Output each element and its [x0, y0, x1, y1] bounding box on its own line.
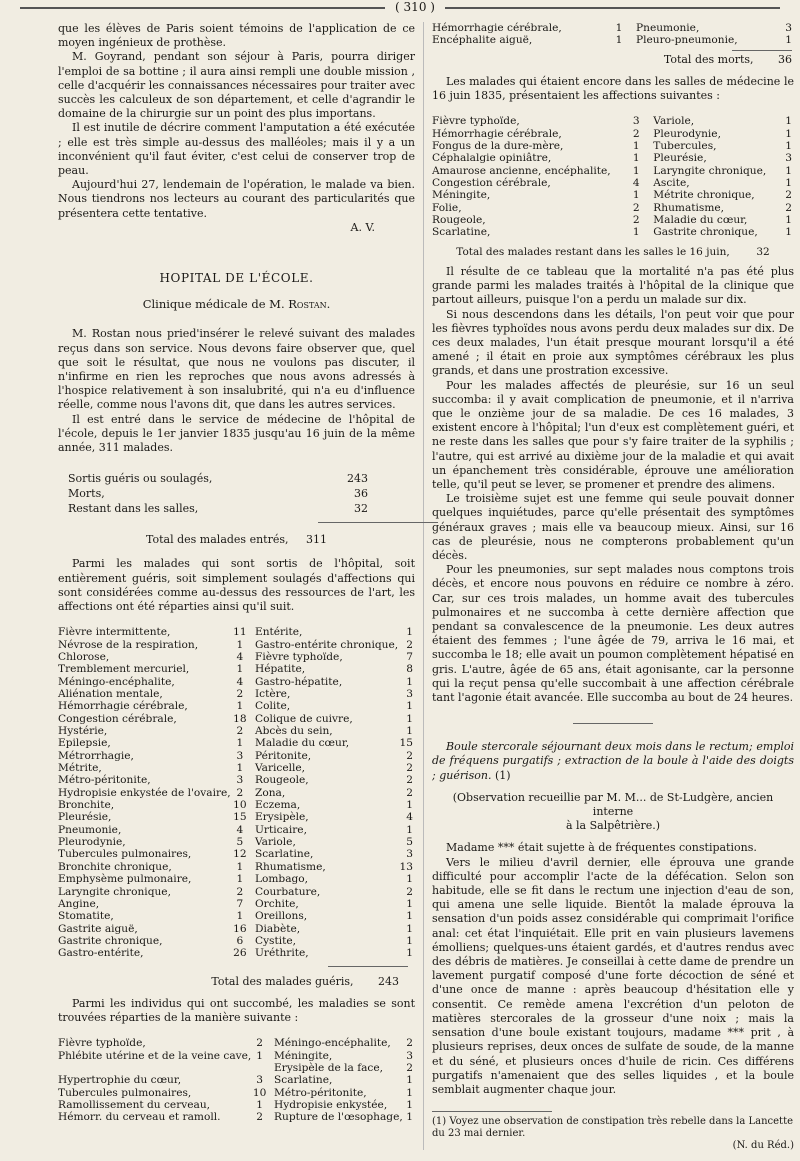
- case-count: 1: [406, 1111, 413, 1124]
- case-count: 2: [406, 638, 413, 651]
- case-count: 1: [236, 663, 244, 676]
- signature: A. V.: [350, 220, 375, 234]
- case-count: 26: [233, 947, 247, 960]
- case-count: 2: [406, 774, 413, 787]
- disease-name: Congestion cérébrale,: [432, 177, 551, 190]
- case-count: 1: [785, 214, 792, 227]
- disease-name: Hydropisie enkystée de l'ovaire,: [58, 786, 231, 799]
- disease-name: Névrose de la respiration,: [58, 638, 199, 651]
- disease-name: Fièvre intermittente,: [58, 626, 171, 639]
- disease-name: Aliénation mentale,: [58, 688, 163, 701]
- case-count: 4: [406, 811, 413, 824]
- disease-name: Métrite chronique,: [653, 189, 755, 202]
- table-row: [58, 700, 415, 712]
- case-count: 2: [406, 786, 413, 799]
- subheading-text: Clinique médicale de M.: [142, 297, 289, 312]
- disease-name: Pneumonie,: [58, 823, 122, 836]
- disease-name: Métrorrhagie,: [58, 749, 134, 762]
- case-count: 1: [406, 897, 413, 910]
- disease-name: Rhumatisme,: [254, 860, 326, 873]
- case-count: 2: [785, 201, 792, 214]
- disease-name: Pleurésie,: [58, 811, 112, 824]
- table-row: [58, 762, 415, 774]
- disease-name: Bronchite,: [58, 799, 115, 812]
- case-count: 3: [632, 115, 640, 128]
- page-header: [0, 0, 800, 16]
- table-row: [58, 1099, 415, 1111]
- paragraph: Il est entré dans le service de médecine de l'hôpital de l'école, depuis le 1er janvier 1835 jusqu'au 16 juin de la même année, 311 malades.: [58, 412, 415, 455]
- table-row: [58, 639, 415, 651]
- disease-name: Phlébite utérine et de la veine cave,: [58, 1049, 252, 1062]
- table-row: [58, 725, 415, 737]
- disease-name: Hémorrhagie cérébrale,: [432, 127, 562, 140]
- left-column: [58, 22, 415, 1124]
- case-count: 15: [233, 811, 247, 824]
- disease-name: Hydropisie enkystée,: [274, 1098, 388, 1111]
- disease-name: [58, 1062, 251, 1074]
- disease-name: Rupture de l'œsophage,: [274, 1111, 403, 1124]
- stat-row: Sortis guéris ou soulagés, 243: [68, 472, 368, 486]
- case-count: 1: [785, 34, 792, 47]
- case-count: 1: [406, 712, 413, 725]
- case-count: 10: [252, 1086, 267, 1099]
- paragraph: Les malades qui étaient encore dans les salles de médecine le 16 juin 1835, présentaient les affections suivantes :: [432, 74, 794, 103]
- case-count: 1: [785, 127, 792, 140]
- table-row: [58, 774, 415, 786]
- case-count: 1: [236, 762, 244, 775]
- disease-name: Colite,: [254, 700, 291, 713]
- remaining-table: [432, 115, 794, 238]
- case-count: 18: [233, 712, 247, 725]
- stat-row: Morts, 36: [68, 487, 368, 501]
- case-count: 3: [785, 152, 792, 165]
- disease-name: Angine,: [58, 897, 100, 910]
- case-count: 10: [233, 799, 247, 812]
- case-count: 1: [406, 947, 413, 960]
- table-row: [58, 799, 415, 811]
- disease-name: Maladie du cœur,: [653, 214, 748, 227]
- table-row: [58, 923, 415, 935]
- paragraph: Aujourd'hui 27, lendemain de l'opération, le malade va bien. Nous tiendrons nos lecteurs au courant des particularités que présentera cette tentative.: [58, 178, 415, 220]
- disease-name: Lombago,: [254, 873, 309, 886]
- case-count: 1: [256, 1098, 264, 1111]
- table-row: [432, 202, 794, 214]
- disease-name: Congestion cérébrale,: [58, 712, 177, 725]
- case-count: 1: [406, 675, 413, 688]
- case-count: 1: [406, 1098, 413, 1111]
- case-count: 16: [233, 922, 247, 935]
- disease-name: Scarlatine,: [254, 848, 314, 861]
- disease-name: Diabète,: [254, 922, 301, 935]
- table-row: [432, 34, 794, 46]
- case-count: 1: [785, 177, 792, 190]
- case-count: 4: [236, 650, 244, 663]
- paragraph: Pour les pneumonies, sur sept malades nous comptons trois décès, et encore nous pouvons en réduire ce nombre à zéro. Car, sur ces trois malades, un homme avait des tubercules pulmonaires et ne succomba à cette dernière affection que pendant sa convalescence de la pneumonie. Les deux autres étaient des femmes ; l'une âgée de 79, arriva le 16 mai, et succomba le 18; elle avait un poumon complètement hépatisé en gris. L'autre, âgée de 65 ans, était agonisante, car la personne qui la reçut pensa qu'elle succombait à une affection cérébrale tant l'agonie était avancée. Elle succomba au bout de 24 heures.: [432, 563, 794, 705]
- case-count: 2: [256, 1111, 264, 1124]
- table-row: [58, 651, 415, 663]
- table-row: [432, 177, 794, 189]
- table-row: [58, 1037, 415, 1049]
- case-count: 1: [236, 737, 244, 750]
- case-count: 1: [406, 910, 413, 923]
- case-count: 2: [236, 688, 244, 701]
- disease-name: Oreillons,: [254, 910, 308, 923]
- total-rule: [732, 50, 792, 51]
- case-count: 1: [632, 152, 640, 165]
- table-row: [58, 935, 415, 947]
- total-rule: [318, 522, 438, 523]
- disease-name: Gastro-hépatite,: [254, 675, 343, 688]
- case-count: 3: [406, 848, 413, 861]
- case-count: 8: [406, 663, 413, 676]
- paragraph: M. Goyrand, pendant son séjour à Paris, pourra diriger l'emploi de sa bottine ; il aura ainsi rempli une double mission , celle d'acquérir les connaissances nécessaires pour traiter avec succès les calculeux de son département, et celle d'agrandir le domaine de la chirurgie sur un point des plus importans.: [58, 50, 415, 121]
- disease-name: Tubercules pulmonaires,: [58, 848, 192, 861]
- disease-name: Métro-péritonite,: [274, 1086, 367, 1099]
- case-count: 1: [632, 226, 640, 239]
- disease-name: Méningite,: [274, 1049, 333, 1062]
- disease-name: Erysipèle,: [254, 811, 309, 824]
- disease-name: Fièvre typhoïde,: [254, 650, 343, 663]
- column-divider: [423, 22, 424, 1150]
- table-row: [58, 713, 415, 725]
- case-count: 2: [406, 1061, 413, 1074]
- disease-name: Méningo-encéphalite,: [274, 1037, 391, 1050]
- case-count: [251, 1062, 268, 1074]
- case-count: 2: [236, 725, 244, 738]
- paragraph: Vers le milieu d'avril dernier, elle éprouva une grande difficulté pour accomplir l'acte de la défécation. Selon son habitude, elle se fit dans le rectum une injection d'eau de son, qui amena une selle liquide. Bientôt la malade éprouva la sensation d'un poids assez considérable qui comprimait l'orifice anal: cet état l'inquiétait. Elle prit en vain plusieurs lavemens émolliens; quelques-uns étaient gardés, et d'autres rendus avec des débris de matières. Je conseillai à cette dame de prendre un lavement purgatif composé d'une forte décoction de séné et d'une once de manne : après beaucoup d'hésitation elle y consentit. Ce remède amena l'excrétion d'un peloton de matières stercorales de la grosseur d'une noix ; mais la sensation d'une boule existant toujours, madame *** prit , à plusieurs reprises, deux onces de sulfate de soude, de la manne et du séné, et plusieurs onces d'huile de ricin. Ces différens purgatifs n'amenaient que des selles liquides , et la boule semblait augmenter chaque jour.: [432, 855, 794, 1096]
- total-cured: Total des malades guéris, 243: [211, 974, 399, 988]
- case-count: 1: [615, 22, 623, 34]
- section-heading: HOPITAL DE L'ÉCOLE.: [159, 271, 314, 286]
- case-count: 13: [399, 860, 413, 873]
- disease-name: Ascite,: [653, 177, 690, 190]
- paragraph: Parmi les malades qui sont sortis de l'hôpital, soit entièrement guéris, soit simplement soulagés d'affections qui sont considérées comme au-dessus des ressources de l'art, les affections ont été réparties ainsi qu'il suit.: [58, 557, 415, 614]
- case-count: 1: [406, 725, 413, 738]
- case-count: 1: [236, 860, 244, 873]
- case-count: 5: [406, 836, 413, 849]
- paragraph: M. Rostan nous pried'insérer le relevé suivant des malades reçus dans son service. Nous devons faire observer que, quel que soit le résultat, que nous ne voulons pas discuter, il n'infirme en rien les reproches que nous avons adressés à l'hospice relativement à son insalubrité, qui n'a eu d'influence réelle, comme nous l'avons dit, que dans les autres services.: [58, 327, 415, 412]
- disease-name: Scarlatine,: [274, 1074, 333, 1087]
- case-count: 12: [233, 848, 247, 861]
- table-row: [58, 1062, 415, 1074]
- disease-name: Céphalalgie opiniâtre,: [432, 152, 552, 165]
- case-count: 1: [406, 626, 413, 639]
- disease-name: Abcès du sein,: [254, 725, 333, 738]
- case-count: 2: [406, 1037, 413, 1050]
- disease-name: Ictère,: [254, 688, 291, 701]
- case-count: 2: [785, 189, 792, 202]
- disease-name: Encéphalite aiguë,: [432, 34, 533, 47]
- case-count: 7: [406, 650, 413, 663]
- total-remaining: Total des malades restant dans les salles le 16 juin, 32: [456, 245, 770, 258]
- disease-name: Pleuro-pneumonie,: [636, 34, 738, 47]
- case-count: 3: [256, 1074, 264, 1087]
- footnote: (1) Voyez une observation de constipation très rebelle dans la Lancette du 23 mai dernier. (N. du Réd.): [432, 1116, 794, 1152]
- section-rule: [573, 723, 653, 724]
- disease-name: Courbature,: [254, 885, 321, 898]
- disease-name: Pleurodynie,: [58, 836, 126, 849]
- paragraph: Parmi les individus qui ont succombé, les maladies se sont trouvées réparties de la manière suivante :: [58, 996, 415, 1024]
- disease-name: Hypertrophie du cœur,: [58, 1074, 182, 1087]
- paragraph: Il est inutile de décrire comment l'amputation a été exécutée ; elle est très simple au-dessus des malléoles; mais il y a un inconvénient qu'il faut éviter, c'est celui de conserver trop de peau.: [58, 121, 415, 178]
- disease-name: Stomatite,: [58, 910, 114, 923]
- table-row: [432, 189, 794, 201]
- case-count: 1: [785, 226, 792, 239]
- table-row: [58, 848, 415, 860]
- paragraph: Le troisième sujet est une femme qui seule pouvait donner quelques inquiétudes, parce qu'elle présentait des symptômes généraux graves ; mais elle va beaucoup mieux. Ainsi, sur 16 cas de pleurésie, nous ne compterons probablement qu'un décès.: [432, 492, 794, 562]
- table-row: [58, 737, 415, 749]
- disease-name: Gastrite chronique,: [58, 934, 163, 947]
- section-subheading: [58, 297, 415, 311]
- case-count: 4: [236, 675, 244, 688]
- table-row: [58, 1087, 415, 1099]
- footnote-rule: [432, 1111, 552, 1112]
- observation-credit: (Observation recueillie par M. M... de St-Ludgère, ancien interne à la Salpêtrière.): [452, 790, 774, 833]
- disease-name: Bronchite chronique,: [58, 860, 172, 873]
- case-count: 1: [632, 189, 640, 202]
- table-row: [58, 676, 415, 688]
- case-count: 1: [406, 1074, 413, 1087]
- case-count: 15: [399, 737, 413, 750]
- article-title: Boule stercorale séjournant deux mois dans le rectum; emploi de fréquens purgatifs ; extraction de la boule à l'aide des doigts ; guérison. (1): [432, 740, 794, 782]
- disease-name: Pleurésie,: [653, 152, 707, 165]
- case-count: 3: [236, 774, 244, 787]
- table-row: [58, 873, 415, 885]
- case-count: 4: [632, 177, 640, 190]
- case-count: 1: [406, 922, 413, 935]
- disease-name: Uréthrite,: [254, 947, 309, 960]
- disease-name: Gastrite chronique,: [653, 226, 758, 239]
- disease-name: Méningite,: [432, 189, 491, 202]
- disease-name: Orchite,: [254, 897, 299, 910]
- table-row: [58, 663, 415, 675]
- case-count: 2: [236, 885, 244, 898]
- case-count: 1: [236, 873, 244, 886]
- case-count: 1: [632, 139, 640, 152]
- disease-name: Colique de cuivre,: [254, 712, 353, 725]
- disease-name: Rougeole,: [432, 214, 486, 227]
- total-rule: [328, 966, 408, 967]
- table-row: [432, 140, 794, 152]
- table-row: [58, 1050, 415, 1062]
- page-number: ( 310 ): [385, 0, 445, 14]
- disease-name: Rhumatisme,: [653, 201, 725, 214]
- case-count: 11: [233, 626, 247, 639]
- table-row: [58, 750, 415, 762]
- disease-name: Fièvre typhoïde,: [432, 115, 520, 128]
- cured-table: [58, 626, 415, 959]
- disease-name: Eczema,: [254, 799, 301, 812]
- disease-name: Fongus de la dure-mère,: [432, 139, 564, 152]
- disease-name: Hémorrhagie cérébrale,: [432, 22, 562, 34]
- disease-name: Emphysème pulmonaire,: [58, 873, 192, 886]
- case-count: 1: [406, 799, 413, 812]
- table-row: [58, 898, 415, 910]
- disease-name: Tubercules,: [653, 139, 717, 152]
- table-row: [58, 811, 415, 823]
- table-row: [58, 910, 415, 922]
- table-row: [432, 165, 794, 177]
- disease-name: Variole,: [254, 836, 296, 849]
- table-row: [58, 1074, 415, 1086]
- disease-name: Pneumonie,: [636, 22, 700, 34]
- case-count: 2: [256, 1037, 264, 1050]
- table-row: [432, 115, 794, 127]
- disease-name: Maladie du cœur,: [254, 737, 350, 750]
- case-count: 5: [236, 836, 244, 849]
- case-count: 2: [632, 201, 640, 214]
- case-count: 1: [406, 1086, 413, 1099]
- right-column: [432, 22, 794, 1152]
- case-count: 3: [406, 688, 413, 701]
- deaths-table: [58, 1037, 415, 1123]
- disease-name: Laryngite chronique,: [58, 885, 171, 898]
- paragraph: Il résulte de ce tableau que la mortalité n'a pas été plus grande parmi les malades traités à l'hôpital de la clinique que partout ailleurs, puisque l'on a perdu un malade sur dix.: [432, 264, 794, 307]
- paragraph: Si nous descendons dans les détails, l'on peut voir que pour les fièvres typhoïdes nous avons perdu deux malades sur dix. De ces deux malades, l'un était presque mourant lorsqu'il a été amené ; il était en proie aux symptômes cérébraux les plus grands, et dans une prostration excessive.: [432, 307, 794, 378]
- disease-name: Epilepsie,: [58, 737, 111, 750]
- disease-name: Zona,: [254, 786, 286, 799]
- table-row: [58, 886, 415, 898]
- table-row: [58, 626, 415, 638]
- disease-name: Méningo-encéphalite,: [58, 675, 175, 688]
- case-count: 1: [632, 164, 640, 177]
- table-row: [432, 128, 794, 140]
- table-row: [58, 947, 415, 959]
- disease-name: Hystérie,: [58, 725, 108, 738]
- case-count: 1: [236, 910, 244, 923]
- table-row: [432, 22, 794, 34]
- table-row: [432, 226, 794, 238]
- disease-name: Fièvre typhoïde,: [58, 1037, 146, 1050]
- disease-name: Entérite,: [254, 626, 303, 639]
- table-row: [58, 861, 415, 873]
- stat-row: Restant dans les salles, 32: [68, 502, 368, 516]
- case-count: 1: [406, 934, 413, 947]
- disease-name: Laryngite chronique,: [653, 164, 767, 177]
- case-count: 3: [406, 1049, 413, 1062]
- disease-name: Métrite,: [58, 762, 102, 775]
- disease-name: Chlorose,: [58, 650, 110, 663]
- case-count: 2: [406, 762, 413, 775]
- disease-name: Hépatite,: [254, 663, 306, 676]
- paragraph: que les élèves de Paris soient témoins de l'application de ce moyen ingénieux de prothèse.: [58, 22, 415, 50]
- table-row: [58, 824, 415, 836]
- case-count: 1: [615, 34, 623, 47]
- disease-name: Amaurose ancienne, encéphalite,: [432, 164, 611, 177]
- disease-name: Péritonite,: [254, 749, 312, 762]
- disease-name: Pleurodynie,: [653, 127, 721, 140]
- deaths-table-continued: [432, 22, 794, 47]
- case-count: 2: [632, 214, 640, 227]
- case-count: 3: [236, 749, 244, 762]
- disease-name: Rougeole,: [254, 774, 309, 787]
- case-count: 1: [406, 700, 413, 713]
- paragraph: Madame *** était sujette à de fréquentes constipations.: [446, 841, 757, 855]
- case-count: 1: [256, 1049, 264, 1062]
- table-row: [58, 1111, 415, 1123]
- disease-name: Métro-péritonite,: [58, 774, 151, 787]
- stats-list: [68, 471, 368, 516]
- case-count: 3: [785, 22, 792, 34]
- case-count: 1: [236, 638, 244, 651]
- case-count: 1: [785, 139, 792, 152]
- case-count: 4: [236, 823, 244, 836]
- case-count: 2: [236, 786, 244, 799]
- disease-name: Cystite,: [254, 934, 297, 947]
- disease-name: Gastrite aiguë,: [58, 922, 138, 935]
- disease-name: Varicelle,: [254, 762, 306, 775]
- disease-name: Variole,: [653, 115, 695, 128]
- case-count: 7: [236, 897, 244, 910]
- table-row: [58, 688, 415, 700]
- case-count: 2: [406, 749, 413, 762]
- disease-name: Urticaire,: [254, 823, 307, 836]
- case-count: 1: [785, 164, 792, 177]
- case-count: 1: [785, 115, 792, 128]
- table-row: [58, 836, 415, 848]
- disease-name: Tubercules pulmonaires,: [58, 1086, 192, 1099]
- total-entered: Total des malades entrés, 311: [146, 533, 327, 547]
- case-count: 2: [632, 127, 640, 140]
- disease-name: Tremblement mercuriel,: [58, 663, 190, 676]
- disease-name: Gastro-entérite chronique,: [254, 638, 399, 651]
- case-count: 1: [406, 873, 413, 886]
- subheading-name: Rostan.: [288, 297, 331, 312]
- disease-name: Erysipèle de la face,: [274, 1061, 383, 1074]
- case-count: 1: [236, 700, 244, 713]
- table-row: [432, 152, 794, 164]
- case-count: 6: [236, 934, 244, 947]
- disease-name: Gastro-entérite,: [58, 947, 144, 960]
- disease-name: Hémorr. du cerveau et ramoll.: [58, 1111, 221, 1124]
- disease-name: Scarlatine,: [432, 226, 491, 239]
- total-deaths: Total des morts, 36: [663, 52, 792, 66]
- disease-name: Folie,: [432, 201, 462, 214]
- case-count: 2: [406, 885, 413, 898]
- disease-name: Ramollissement du cerveau,: [58, 1098, 211, 1111]
- paragraph: Pour les malades affectés de pleurésie, sur 16 un seul succomba: il y avait complication de pneumonie, et il n'arriva que le onzième jour de sa maladie. De ces 16 malades, 3 existent encore à l'hôpital; l'un d'eux est complètement guéri, et ne reste dans les salles que pour s'y faire traiter de la syphilis ; l'autre, qui est arrivé au dixième jour de la maladie et qui avait un épanchement très considérable, éprouve une amélioration telle, qu'il peut se lever, se promener et prendre des alimens.: [432, 378, 794, 491]
- case-count: 1: [406, 823, 413, 836]
- table-row: [58, 787, 415, 799]
- table-row: [432, 214, 794, 226]
- disease-name: Hémorrhagie cérébrale,: [58, 700, 188, 713]
